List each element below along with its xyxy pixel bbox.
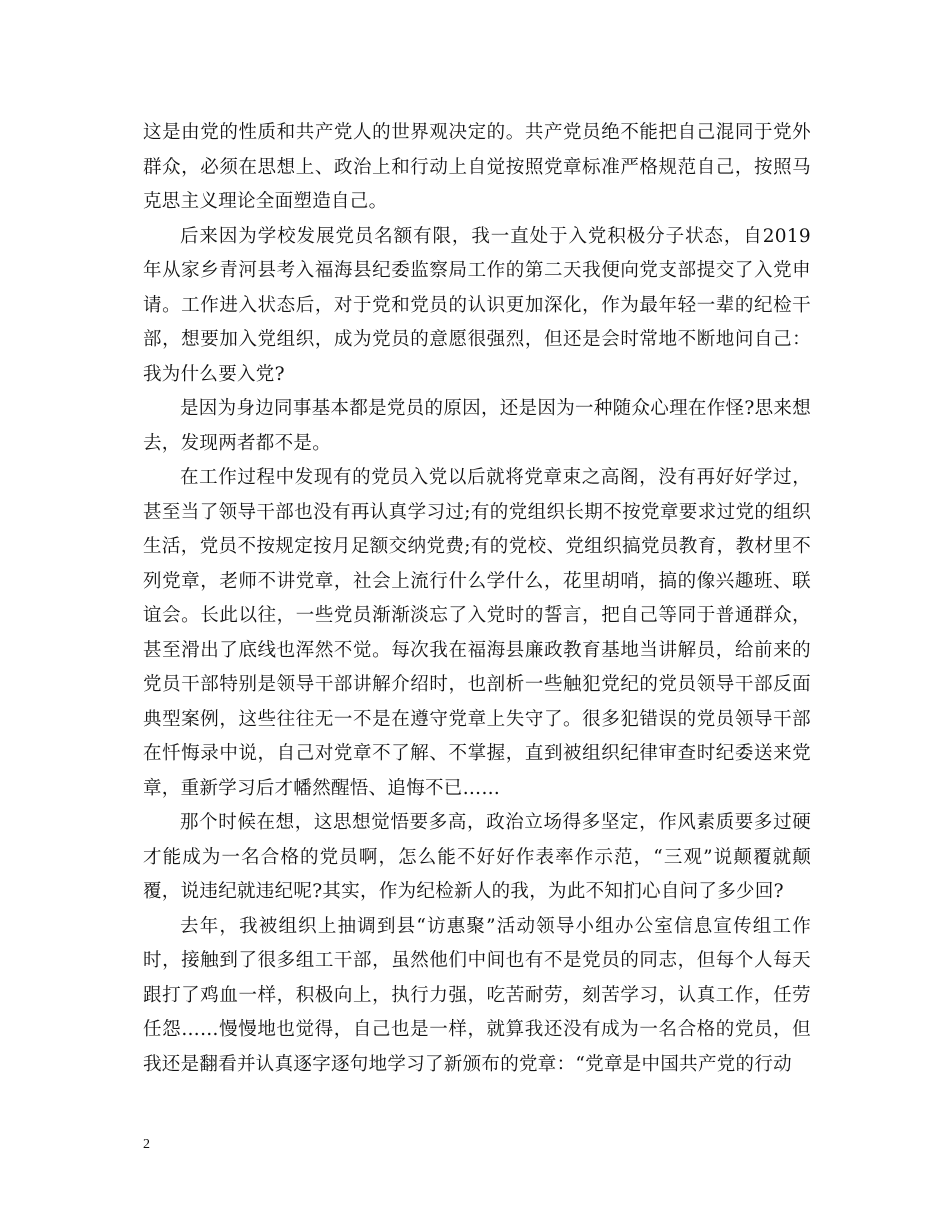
paragraph-3: 是因为身边同事基本都是党员的原因，还是因为一种随众心理在作怪?思来想去，发现两者都不是。: [143, 398, 811, 454]
paragraph-6: 去年，我被组织上抽调到县“访惠聚”活动领导小组办公室信息宣传组工作时，接触到了很多组工干部，虽然他们中间也有不是党员的同志，但每个人每天跟打了鸡血一样，积极向上，执行力强，吃苦耐劳，刻苦学习，认真工作，任劳任怨……慢慢地也觉得，自己也是一样，就算我还没有成为一名合格的党员，但我还是翻看并认真逐字逐句地学习了新颁布的党章：“党章是中国共产党的行动: [143, 915, 811, 1075]
paragraph-5: 那个时候在想，这思想觉悟要多高，政治立场得多坚定，作风素质要多过硬才能成为一名合格的党员啊，怎么能不好好作表率作示范，“三观”说颠覆就颠覆，说违纪就违纪呢?其实，作为纪检新人的我，为此不知扪心自问了多少回?: [143, 812, 811, 902]
paragraph-2: 后来因为学校发展党员名额有限，我一直处于入党积极分子状态，自2019年从家乡青河县考入福海县纪委监察局工作的第二天我便向党支部提交了入党申请。工作进入状态后，对于党和党员的认识更加深化，作为最年轻一辈的纪检干部，想要加入党组织，成为党员的意愿很强烈，但还是会时常地不断地问自己：我为什么要入党?: [143, 225, 811, 385]
body-text: [143, 116, 811, 1082]
paragraph-4: 在工作过程中发现有的党员入党以后就将党章束之高阁，没有再好好学过，甚至当了领导干部也没有再认真学习过;有的党组织长期不按党章要求过党的组织生活，党员不按规定按月足额交纳党费;有的党校、党组织搞党员教育，教材里不列党章，老师不讲党章，社会上流行什么学什么，花里胡哨，搞的像兴趣班、联谊会。长此以往，一些党员渐渐淡忘了入党时的誓言，把自己等同于普通群众，甚至滑出了底线也浑然不觉。每次我在福海县廉政教育基地当讲解员，给前来的党员干部特别是领导干部讲解介绍时，也剖析一些触犯党纪的党员领导干部反面典型案例，这些往往无一不是在遵守党章上失守了。很多犯错误的党员领导干部在忏悔录中说，自己对党章不了解、不掌握，直到被组织纪律审查时纪委送来党章，重新学习后才幡然醒悟、追悔不已……: [143, 467, 811, 799]
page-number: 2: [143, 1137, 150, 1152]
paragraph-1: 这是由党的性质和共产党人的世界观决定的。共产党员绝不能把自己混同于党外群众，必须在思想上、政治上和行动上自觉按照党章标准严格规范自己，按照马克思主义理论全面塑造自己。: [143, 122, 811, 212]
